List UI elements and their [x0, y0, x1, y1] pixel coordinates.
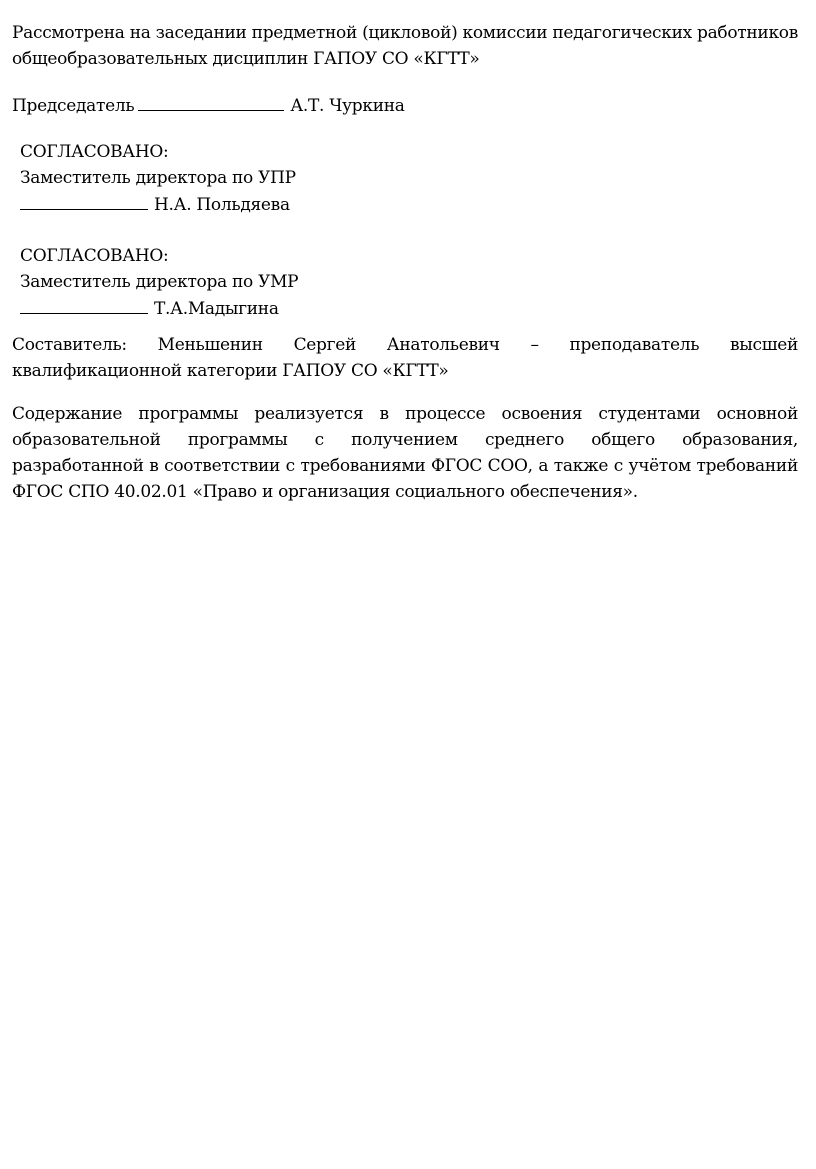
approval-upr-signature-blank: [20, 191, 148, 210]
approval-block-umr: [20, 243, 720, 322]
program-content-text: Содержание программы реализуется в процессе освоения студентами основной образовательной программы с получением среднего общего образования, разработанной в соответствии с требованиями ФГОС СОО, а также с учётом требований ФГОС СПО 40.02.01 «Право и организация социального обеспечения».: [12, 404, 798, 502]
approval-umr-name: Т.А.Мадыгина: [154, 299, 279, 319]
approval-umr-heading: СОГЛАСОВАНО:: [20, 246, 169, 266]
review-note-paragraph: [12, 20, 798, 72]
approval-upr-heading: СОГЛАСОВАНО:: [20, 142, 169, 162]
approval-upr-position: Заместитель директора по УПР: [20, 168, 296, 188]
chairman-name: А.Т. Чуркина: [290, 96, 405, 116]
chairman-label: Председатель: [12, 96, 135, 116]
author-paragraph: [12, 332, 798, 384]
chairman-signature-blank: [138, 92, 284, 111]
author-text: Составитель: Меньшенин Сергей Анатольевич – преподаватель высшей квалификационной категории ГАПОУ СО «КГТТ»: [12, 335, 798, 381]
approval-upr-name: Н.А. Польдяева: [154, 195, 290, 215]
review-note-text: Рассмотрена на заседании предметной (цикловой) комиссии педагогических работников общеобразовательных дисциплин ГАПОУ СО «КГТТ»: [12, 23, 798, 69]
approval-umr-signature-blank: [20, 295, 148, 314]
program-content-paragraph: [12, 401, 798, 505]
approval-umr-position: Заместитель директора по УМР: [20, 272, 299, 292]
approval-upr-signature-row: [20, 191, 720, 218]
approval-block-upr: [20, 139, 720, 218]
approval-umr-signature-row: [20, 295, 720, 322]
chairman-signature-line: [12, 92, 798, 119]
